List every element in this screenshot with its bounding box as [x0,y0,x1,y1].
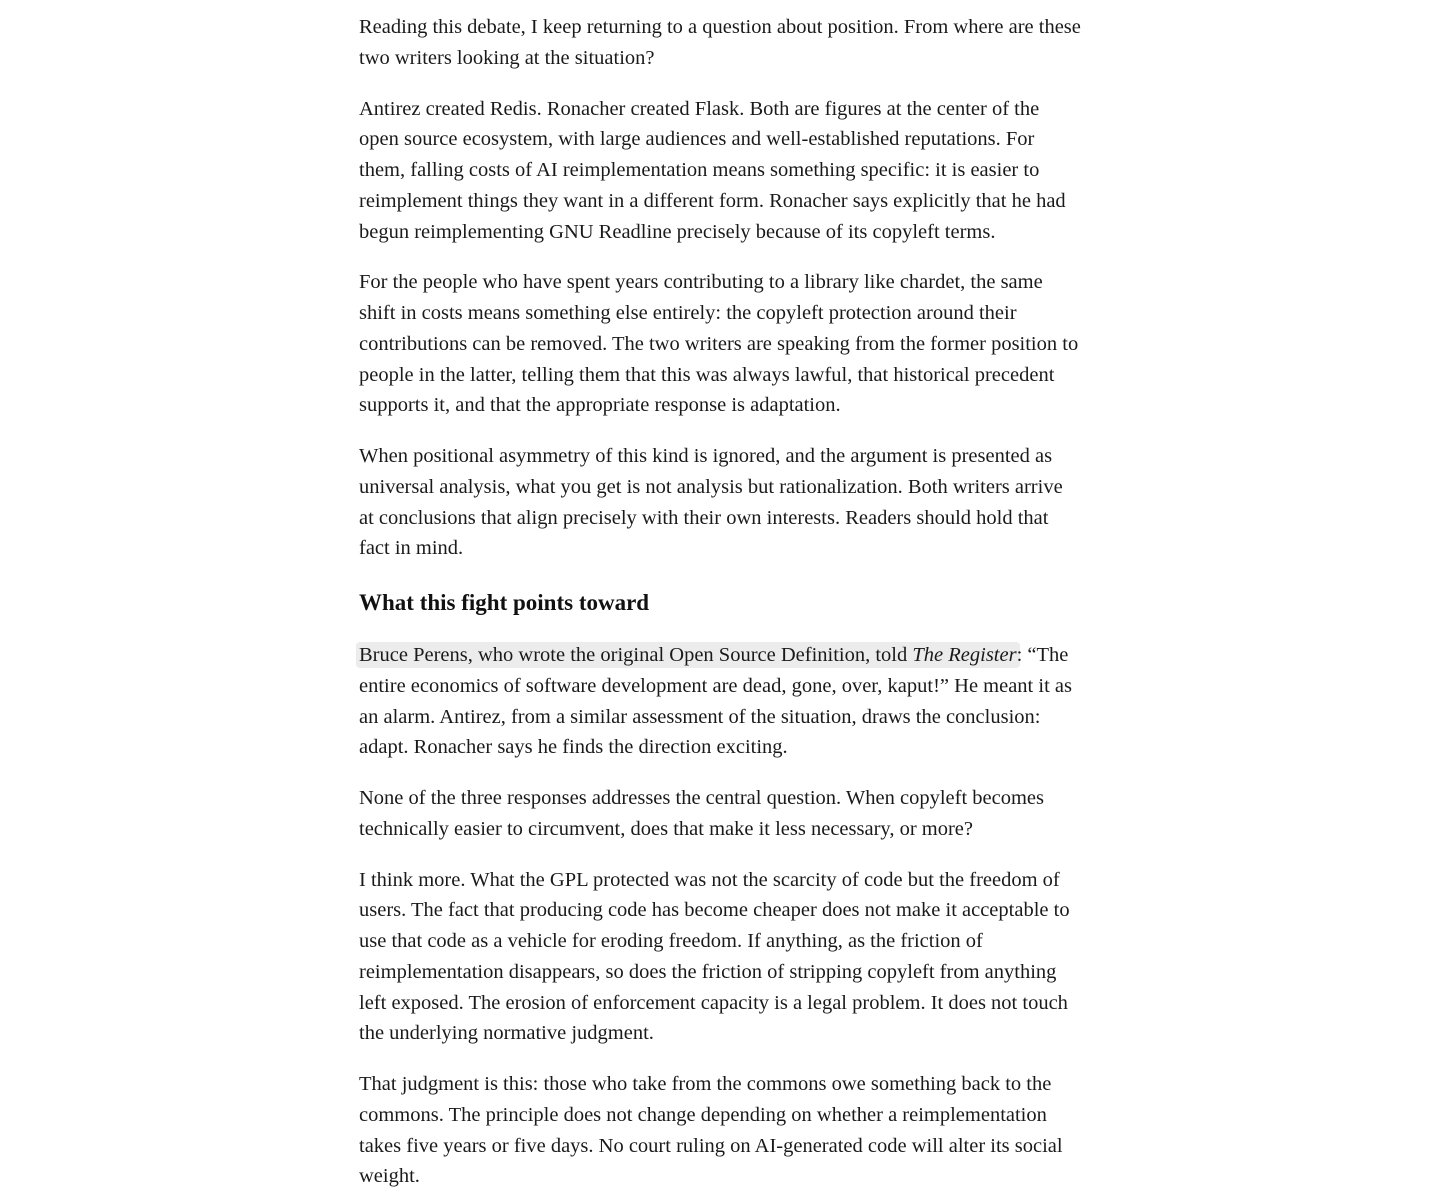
link-text: Bruce Perens, who wrote the original Open Source Definition, told [359,644,913,666]
paragraph-judgment-commons: That judgment is this: those who take from the commons owe something back to the commons. The principle does not change depending on whether a reimplementation takes five years or five days. No court ruling on AI-generated code will alter its social weight. [359,1073,1063,1188]
article-body [359,0,1081,1192]
bruce-perens-register-link[interactable] [356,642,1020,668]
paragraph-i-think-more: I think more. What the GPL protected was not the scarcity of code but the freedom of users. The fact that producing code has become cheaper does not make it acceptable to use that code as a vehicle for eroding freedom. If anything, as the friction of reimplementation disappears, so does the friction of stripping copyleft from anything left exposed. The erosion of enforcement capacity is a legal problem. It does not touch the underlying normative judgment. [359,868,1070,1045]
paragraph-position-question: Reading this debate, I keep returning to a question about position. From where are these two writers looking at the situation? [359,16,1081,69]
paragraph-antirez-ronacher: Antirez created Redis. Ronacher created Flask. Both are figures at the center of the open source ecosystem, with large audiences and well-established reputations. For them, falling costs of AI reimplementation means something specific: it is easier to reimplement things they want in a different form. Ronacher says explicitly that he had begun reimplementing GNU Readline precisely because of its copyleft terms. [359,97,1066,243]
paragraph-central-question: None of the three responses addresses the central question. When copyleft becomes technically easier to circumvent, does that make it less necessary, or more? [359,787,1044,840]
paragraph-positional-asymmetry: When positional asymmetry of this kind is ignored, and the argument is presented as universal analysis, what you get is not analysis but rationalization. Both writers arrive at conclusions that align precisely with their own interests. Readers should hold that fact in mind. [359,445,1063,560]
link-italic-the-register: The Register [912,644,1017,666]
paragraph-bruce-perens [359,640,1081,763]
perens-quote-rest: : “The entire economics of software development are dead, gone, over, kaput!” He meant it as an alarm. Antirez, from a similar assessment of the situation, draws the conclusion: adapt. Ronacher says he finds the direction exciting. [359,644,1072,759]
section-heading: What this fight points toward [359,590,650,615]
paragraph-contributors: For the people who have spent years contributing to a library like chardet, the same shift in costs means something else entirely: the copyleft protection around their contributions can be removed. The two writers are speaking from the former position to people in the latter, telling them that this was always lawful, that historical precedent supports it, and that the appropriate response is adaptation. [359,271,1079,417]
